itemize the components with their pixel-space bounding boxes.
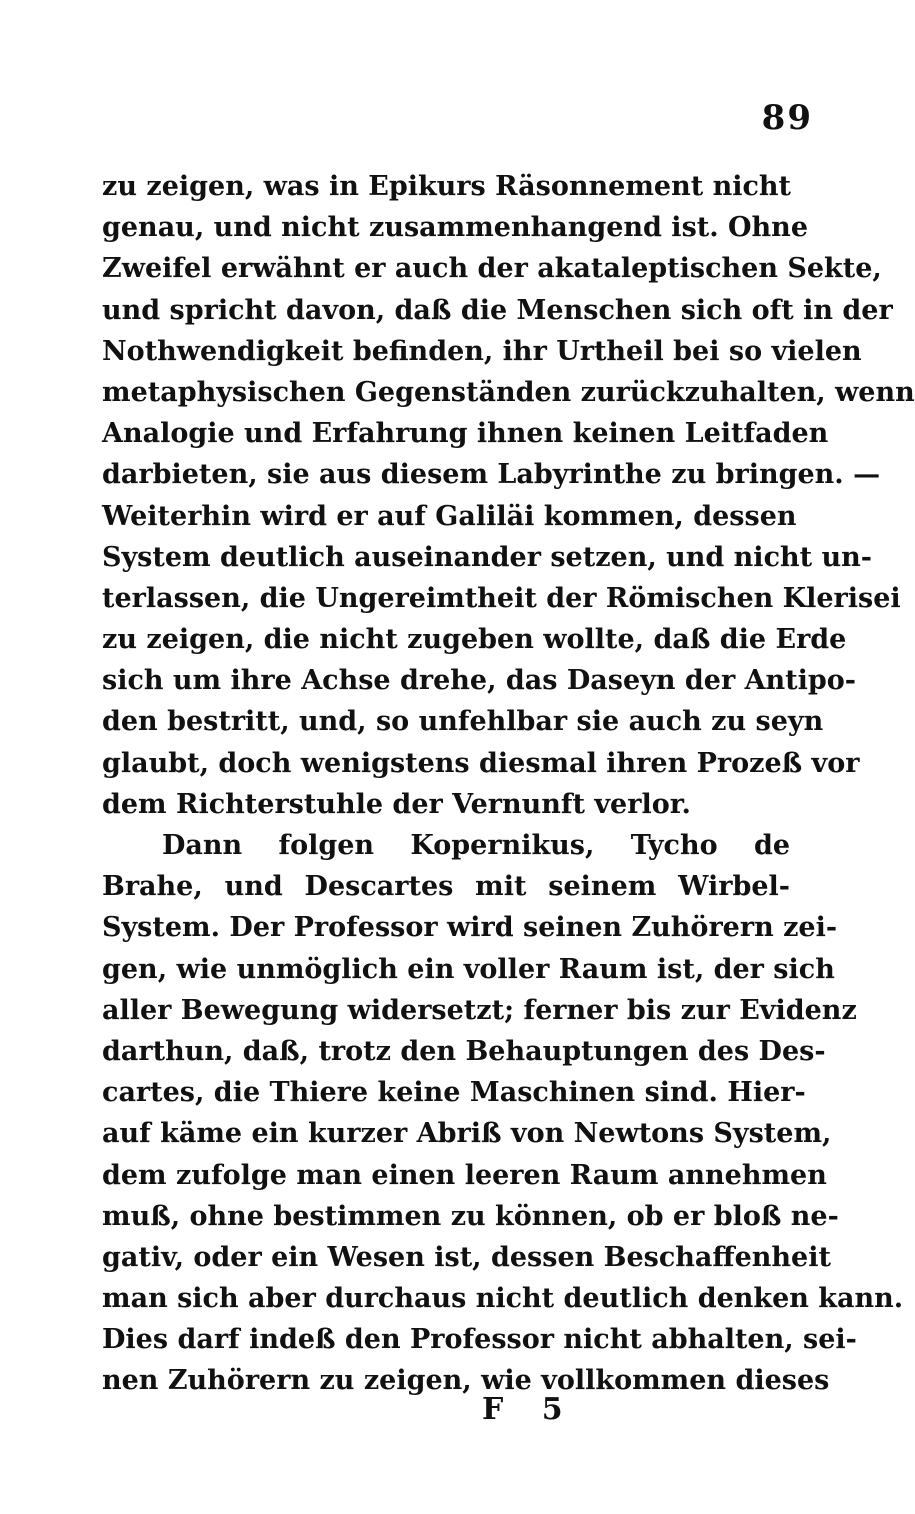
paragraph-start-line: Dann folgen Kopernikus, Tycho de [162, 830, 790, 861]
text-line: zu zeigen, was in Epikurs Räsonnement nicht [102, 171, 792, 202]
text-line: gativ, oder ein Wesen ist, dessen Beschaffenheit [102, 1241, 831, 1273]
page-number: 89 [761, 98, 813, 138]
text-line: metaphysischen Gegenständen zurückzuhalten, wenn [102, 376, 915, 408]
text-line: man sich aber durchaus nicht deutlich denken kann. [102, 1283, 904, 1315]
text-line: Weiterhin wird er auf Galiläi kommen, dessen [102, 500, 797, 532]
signature-mark: F 5 [482, 1392, 577, 1427]
text-line: Zweifel erwähnt er auch der akataleptischen Sekte, [102, 253, 882, 285]
text-line: Dies darf indeß den Professor nicht abhalten, sei- [102, 1324, 857, 1356]
text-line: muß, ohne bestimmen zu können, ob er bloß ne- [102, 1200, 839, 1232]
text-line: und spricht davon, daß die Menschen sich oft in der [102, 294, 893, 326]
text-line: Brahe, und Descartes mit seinem Wirbel- [102, 871, 790, 903]
text-line: darbieten, sie aus diesem Labyrinthe zu bringen. — [102, 459, 881, 491]
text-line: System. Der Professor wird seinen Zuhörern zei- [102, 912, 838, 944]
text-line: Analogie und Erfahrung ihnen keinen Leitfaden [102, 418, 829, 450]
text-line: dem zufolge man einen leeren Raum annehmen [102, 1159, 827, 1191]
text-line: Nothwendigkeit befinden, ihr Urtheil bei so vielen [102, 335, 862, 367]
text-line: gen, wie unmöglich ein voller Raum ist, der sich [102, 953, 835, 985]
text-line: terlassen, die Ungereimtheit der Römischen Klerisei [102, 582, 901, 614]
text-line: zu zeigen, die nicht zugeben wollte, daß die Erde [102, 624, 847, 656]
text-line: nen Zuhörern zu zeigen, wie vollkommen dieses [102, 1365, 830, 1397]
text-line: den bestritt, und, so unfehlbar sie auch zu seyn [102, 706, 824, 738]
text-line: auf käme ein kurzer Abriß von Newtons System, [102, 1118, 832, 1150]
text-line: genau, und nicht zusammenhangend ist. Ohne [102, 212, 808, 244]
text-line: cartes, die Thiere keine Maschinen sind. Hier- [102, 1077, 806, 1109]
text-line: sich um ihre Achse drehe, das Daseyn der Antipo- [102, 665, 856, 697]
text-line: glaubt, doch wenigstens diesmal ihren Prozeß vor [102, 747, 860, 779]
text-line: darthun, daß, trotz den Behauptungen des Des- [102, 1035, 826, 1067]
paragraph-end-line: dem Richterstuhle der Vernunft verlor. [102, 788, 691, 820]
text-line: aller Bewegung widersetzt; ferner bis zur Evidenz [102, 994, 857, 1026]
text-line: System deutlich auseinander setzen, und nicht un- [102, 541, 872, 573]
body-text [102, 166, 915, 1402]
